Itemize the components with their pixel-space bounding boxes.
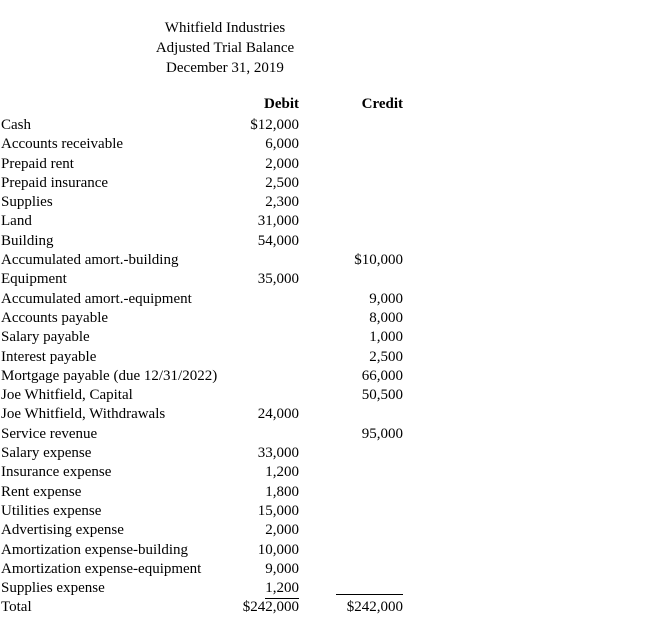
- table-row: [0, 348, 670, 367]
- table-row: [0, 270, 670, 289]
- table-row: [0, 116, 670, 135]
- account-name: Rent expense: [1, 483, 82, 500]
- account-name: Joe Whitfield, Withdrawals: [1, 406, 166, 423]
- debit-amount: 6,000: [265, 136, 299, 153]
- account-name: Joe Whitfield, Capital: [1, 387, 133, 404]
- debit-amount: 9,000: [265, 560, 299, 577]
- account-name: Supplies: [1, 194, 53, 211]
- table-row: [0, 521, 670, 540]
- debit-amount: 2,000: [265, 155, 299, 172]
- credit-amount: 8,000: [369, 309, 403, 326]
- account-name: Accounts payable: [1, 309, 109, 326]
- credit-amount: 66,000: [361, 367, 403, 384]
- debit-amount: 1,200: [265, 579, 299, 599]
- credit-amount: 9,000: [369, 290, 403, 307]
- account-name: Salary payable: [1, 329, 90, 346]
- account-name: Service revenue: [1, 425, 98, 442]
- account-name: Amortization expense-building: [1, 541, 189, 558]
- account-name: Total: [1, 599, 32, 616]
- debit-amount: 10,000: [257, 541, 299, 558]
- debit-amount: 2,500: [265, 174, 299, 191]
- debit-amount: 33,000: [257, 445, 299, 462]
- table-row: [0, 463, 670, 482]
- table-row: [0, 386, 670, 405]
- debit-amount: 15,000: [257, 502, 299, 519]
- table-row: [0, 193, 670, 212]
- table-row: [0, 367, 670, 386]
- table-row: [0, 155, 670, 174]
- account-name: Supplies expense: [1, 580, 105, 597]
- table-row: [0, 444, 670, 463]
- account-name: Cash: [1, 117, 31, 133]
- account-name: Interest payable: [1, 348, 97, 365]
- credit-amount: $242,000: [346, 599, 403, 616]
- credit-total-rule: [336, 594, 403, 595]
- table-row: [0, 328, 670, 347]
- debit-amount: 54,000: [257, 232, 299, 249]
- credit-column-header: Credit: [361, 96, 403, 112]
- account-name: Utilities expense: [1, 502, 102, 519]
- account-name: Mortgage payable (due 12/31/2022): [1, 367, 218, 384]
- account-name: Prepaid insurance: [1, 174, 109, 191]
- report-date: December 31, 2019: [166, 60, 284, 76]
- account-name: Advertising expense: [1, 522, 124, 539]
- table-row: [0, 135, 670, 154]
- table-row: [0, 579, 670, 598]
- debit-amount: 1,200: [265, 464, 299, 481]
- debit-amount: 35,000: [257, 271, 299, 288]
- table-row: [0, 405, 670, 424]
- account-name: Accumulated amort.-building: [1, 252, 179, 269]
- table-row: [0, 502, 670, 521]
- table-row: [0, 598, 670, 617]
- credit-amount: 95,000: [361, 425, 403, 442]
- credit-amount: 50,500: [361, 387, 403, 404]
- debit-amount: $242,000: [242, 599, 299, 616]
- table-row: [0, 290, 670, 309]
- account-name: Accumulated amort.-equipment: [1, 290, 192, 307]
- account-name: Salary expense: [1, 445, 92, 462]
- account-name: Equipment: [1, 271, 67, 288]
- table-row: [0, 541, 670, 560]
- credit-amount: 2,500: [369, 348, 403, 365]
- company-name: Whitfield Industries: [164, 20, 286, 36]
- account-name: Land: [1, 213, 32, 230]
- account-name: Amortization expense-equipment: [1, 560, 202, 577]
- table-row: [0, 560, 670, 579]
- credit-amount: 1,000: [369, 329, 403, 346]
- report-title: Adjusted Trial Balance: [155, 40, 295, 56]
- table-row: [0, 174, 670, 193]
- table-row: [0, 309, 670, 328]
- debit-amount: 31,000: [257, 213, 299, 230]
- table-row: [0, 483, 670, 502]
- account-name: Accounts receivable: [1, 136, 124, 153]
- debit-amount: 2,300: [265, 194, 299, 211]
- table-row: [0, 425, 670, 444]
- debit-amount: $12,000: [250, 117, 299, 133]
- table-row: [0, 212, 670, 231]
- account-list: [0, 116, 670, 618]
- account-name: Prepaid rent: [1, 155, 74, 172]
- debit-column-header: Debit: [264, 96, 299, 112]
- debit-amount: 1,800: [265, 483, 299, 500]
- account-name: Building: [1, 232, 54, 249]
- credit-amount: $10,000: [354, 252, 403, 269]
- debit-amount: 2,000: [265, 522, 299, 539]
- debit-amount: 24,000: [257, 406, 299, 423]
- table-row: [0, 232, 670, 251]
- account-name: Insurance expense: [1, 464, 112, 481]
- table-row: [0, 251, 670, 270]
